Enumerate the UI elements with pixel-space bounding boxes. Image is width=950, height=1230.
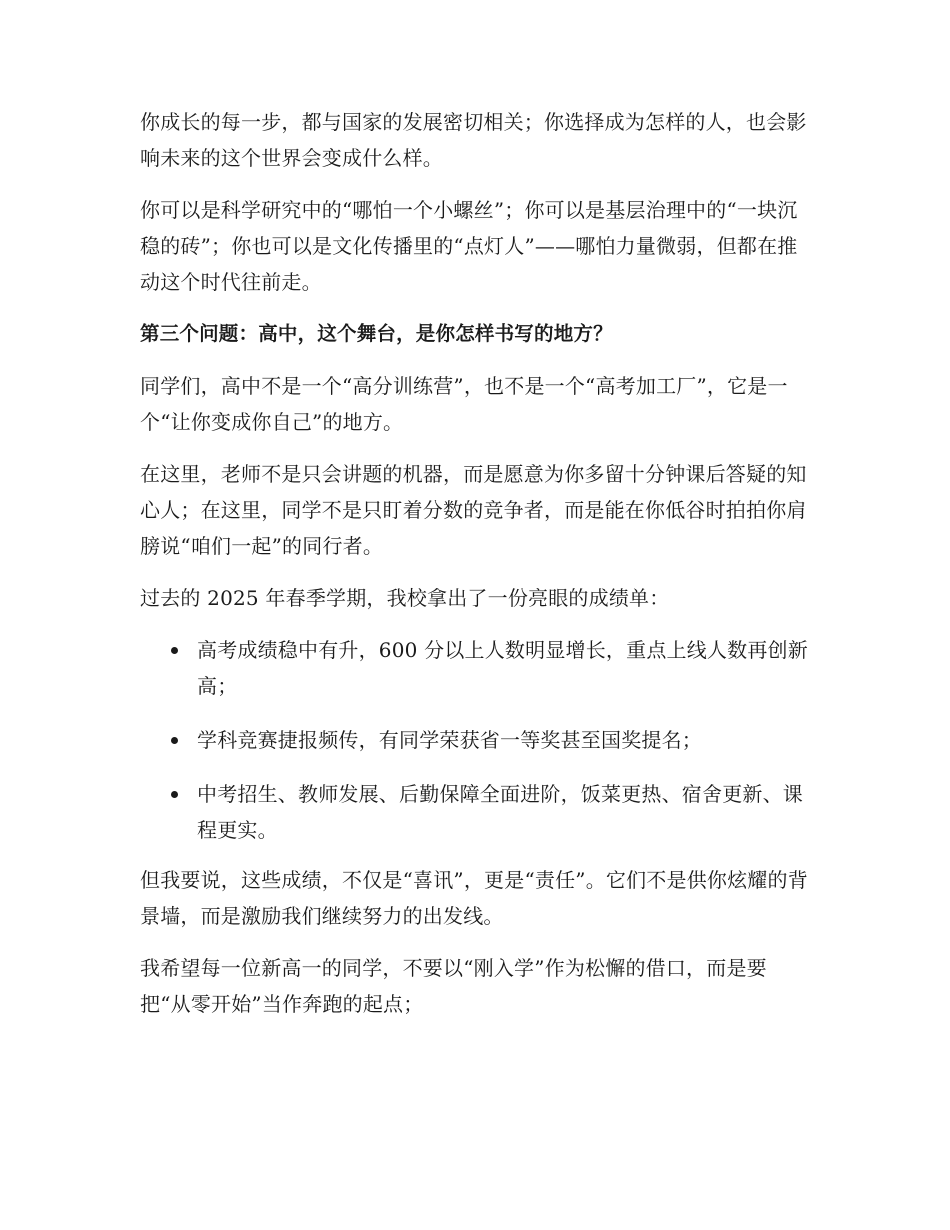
paragraph-responsibility: 但我要说，这些成绩，不仅是“喜讯”，更是“责任”。它们不是供你炫耀的背景墙，而是激励我们继续努力的出发线。 [140, 868, 808, 928]
paragraph-high-school-place: 同学们，高中不是一个“高分训练营”，也不是一个“高考加工厂”，它是一个“让你变成你自己”的地方。 [140, 374, 788, 434]
achievements-list [140, 632, 808, 848]
list-item-text: 高考成绩稳中有升，600 分以上人数明显增长，重点上线人数再创新高； [197, 638, 808, 698]
paragraph-teachers-classmates: 在这里，老师不是只会讲题的机器，而是愿意为你多留十分钟课后答疑的知心人；在这里，同学不是只盯着分数的竞争者，而是能在你低谷时拍拍你肩膀说“咱们一起”的同行者。 [140, 462, 807, 558]
paragraph-growth-and-country: 你成长的每一步，都与国家的发展密切相关；你选择成为怎样的人，也会影响未来的这个世界会变成什么样。 [140, 110, 807, 170]
bullet-icon [171, 647, 178, 654]
document-body [140, 104, 808, 1038]
paragraph-roles: 你可以是科学研究中的“哪怕一个小螺丝”；你可以是基层治理中的“一块沉稳的砖”；你也可以是文化传播里的“点灯人”——哪怕力量微弱，但都在推动这个时代往前走。 [140, 198, 798, 294]
paragraph-hope-for-freshmen: 我希望每一位新高一的同学，不要以“刚入学”作为松懈的借口，而是要把“从零开始”当作奔跑的起点； [140, 956, 767, 1016]
section-heading-third-question: 第三个问题：高中，这个舞台，是你怎样书写的地方？ [140, 322, 613, 345]
list-item-text: 学科竞赛捷报频传，有同学荣获省一等奖甚至国奖提名； [197, 728, 702, 752]
bullet-icon [171, 737, 178, 744]
bullet-icon [171, 791, 178, 798]
list-item [140, 776, 808, 848]
paragraph-achievements-intro: 过去的 2025 年春季学期，我校拿出了一份亮眼的成绩单： [140, 586, 670, 610]
list-item [140, 632, 808, 704]
list-item-text: 中考招生、教师发展、后勤保障全面进阶，饭菜更热、宿舍更新、课程更实。 [197, 782, 803, 842]
list-item [140, 722, 808, 758]
